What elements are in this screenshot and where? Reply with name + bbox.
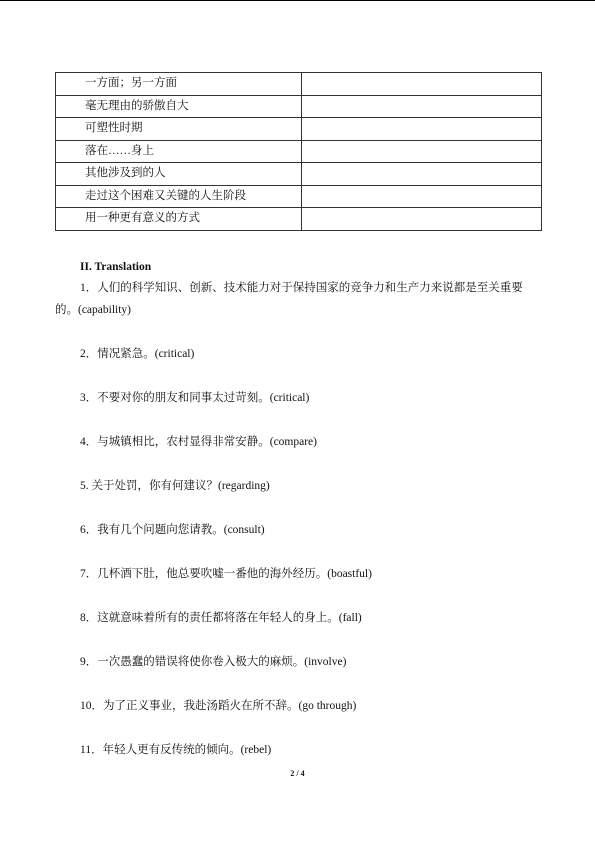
table-row xyxy=(56,73,542,96)
table-row xyxy=(56,185,542,208)
table-cell-answer xyxy=(302,73,542,96)
translation-item-6: 6．我有几个问题向您请教。(consult) xyxy=(80,524,265,536)
translation-item-4: 4．与城镇相比，农村显得非常安静。(compare) xyxy=(80,436,317,448)
table-cell-chinese: 落在……身上 xyxy=(56,140,302,163)
section-title: II. Translation xyxy=(80,261,152,273)
translation-item-2: 2．情况紧急。(critical) xyxy=(80,348,195,360)
translation-item-11: 11．年轻人更有反传统的倾向。(rebel) xyxy=(80,744,272,756)
table-cell-answer xyxy=(302,208,542,231)
vocabulary-table xyxy=(55,72,542,231)
table-cell-answer xyxy=(302,163,542,186)
table-cell-chinese: 其他涉及到的人 xyxy=(56,163,302,186)
translation-item-3: 3．不要对你的朋友和同事太过苛刻。(critical) xyxy=(80,392,310,404)
table-cell-chinese: 走过这个困难又关键的人生阶段 xyxy=(56,185,302,208)
table-cell-answer xyxy=(302,140,542,163)
table-cell-answer xyxy=(302,118,542,141)
table-cell-chinese: 用一种更有意义的方式 xyxy=(56,208,302,231)
table-cell-answer xyxy=(302,95,542,118)
table-cell-chinese: 可塑性时期 xyxy=(56,118,302,141)
translation-item-9: 9．一次愚蠢的错误将使你卷入极大的麻烦。(involve) xyxy=(80,656,347,668)
table-cell-chinese: 毫无理由的骄傲自大 xyxy=(56,95,302,118)
table-row xyxy=(56,208,542,231)
translation-item-1 xyxy=(55,282,542,316)
translation-item-5: 5. 关于处罚，你有何建议？(regarding) xyxy=(80,480,270,492)
header-rule xyxy=(0,0,595,1)
table-row xyxy=(56,95,542,118)
table-row xyxy=(56,163,542,186)
table-row xyxy=(56,140,542,163)
translation-item-7: 7．几杯酒下肚，他总要吹嘘一番他的海外经历。(boastful) xyxy=(80,568,372,580)
translation-item-text: 1．人们的科学知识、创新、技术能力对于保持国家的竞争力和生产力来说都是至关重要 xyxy=(80,282,523,294)
translation-item-10: 10．为了正义事业，我赴汤蹈火在所不辞。(go through) xyxy=(80,700,357,712)
table-cell-answer xyxy=(302,185,542,208)
table-cell-chinese: 一方面；另一方面 xyxy=(56,73,302,96)
table-row xyxy=(56,118,542,141)
page-number: 2 / 4 xyxy=(290,769,305,778)
translation-item-8: 8．这就意味着所有的责任都将落在年轻人的身上。(fall) xyxy=(80,612,362,624)
translation-item-continuation: 的。(capability) xyxy=(55,303,132,316)
